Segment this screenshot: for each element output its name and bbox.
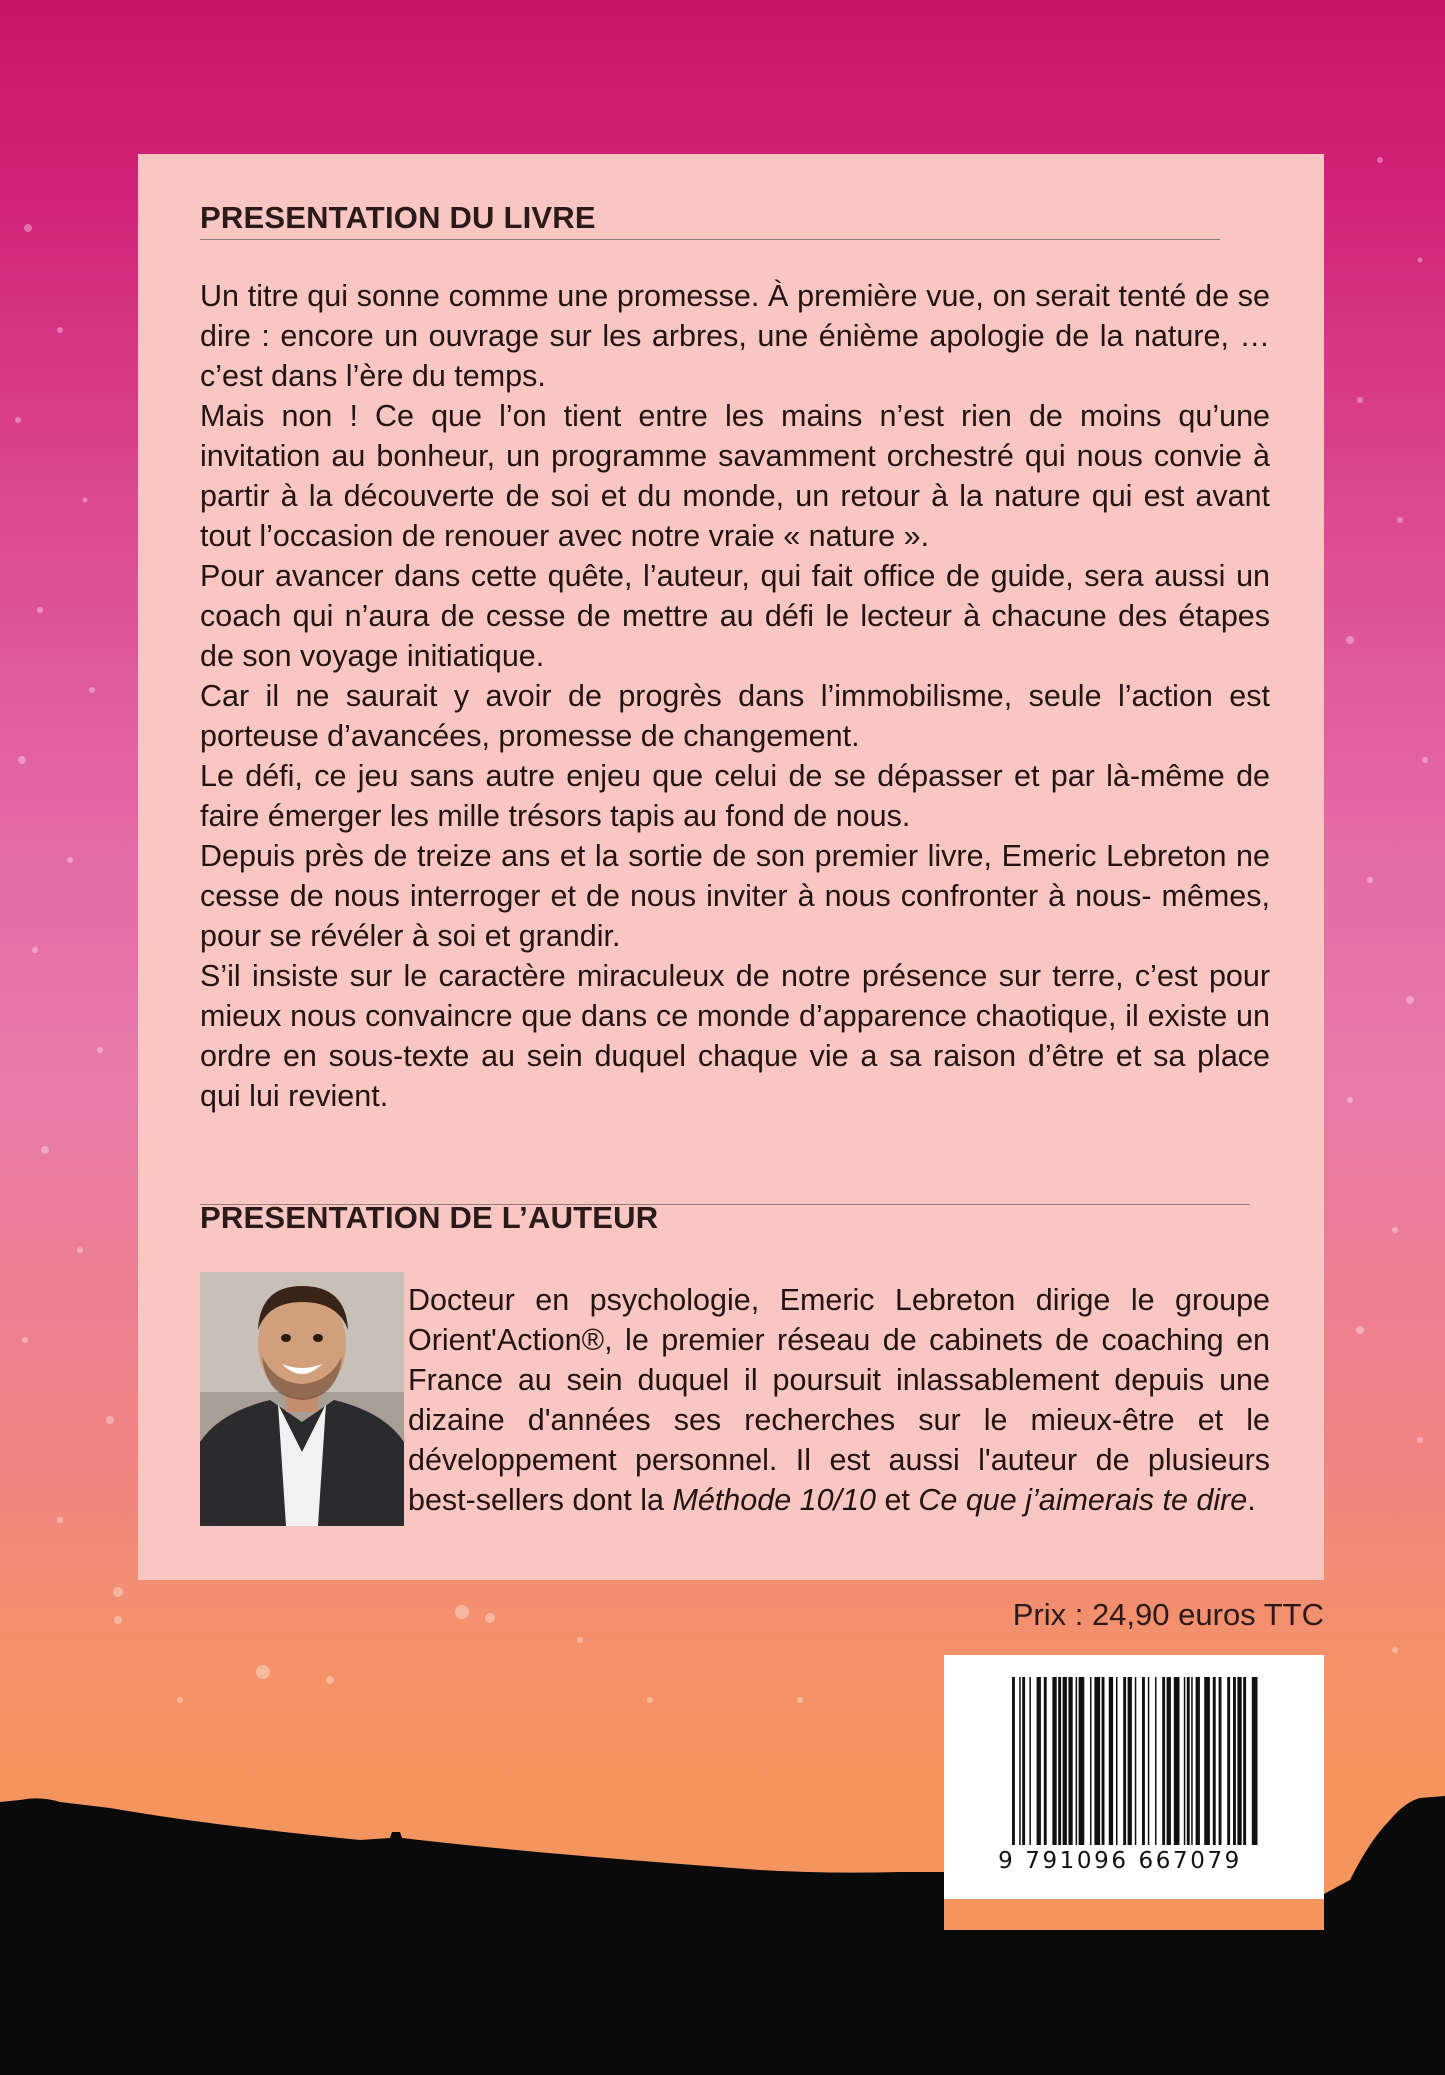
barcode-digits: 9 791096 667079 <box>998 1848 1242 1874</box>
paragraph: Mais non ! Ce que l’on tient entre les mains n’est rien de moins qu’une invitation au bonheur, un programme savamment orchestré qui nous convie à partir à la découverte de soi et du monde, un retour à la nature qui est avant tout l’occasion de renouer avec notre vraie « nature ». <box>200 399 1270 553</box>
title-underline <box>200 239 1220 240</box>
mountain-silhouette <box>0 1780 1445 2075</box>
bio-book-title-2: Ce que j’aimerais te dire <box>918 1483 1248 1517</box>
author-presentation-title: PRESENTATION DE L’AUTEUR <box>200 1200 659 1235</box>
text-panel <box>138 154 1324 1580</box>
author-bio <box>200 1280 1270 1520</box>
paragraph: Depuis près de treize ans et la sortie de son premier livre, Emeric Lebreton ne cesse de nous interroger et de nous inviter à nous confronter à nous- mêmes, pour se révéler à soi et grandir. <box>200 839 1270 953</box>
bio-book-title-1: Méthode 10/10 <box>672 1483 876 1517</box>
photo-spacer <box>200 1280 408 1518</box>
paragraph: S’il insiste sur le caractère miraculeux de notre présence sur terre, c’est pour mieux nous convaincre que dans ce monde d’apparence chaotique, il existe un ordre en sous-texte au sein duquel chaque vie a sa raison d’être et sa place qui lui revient. <box>200 959 1270 1113</box>
paragraph: Car il ne saurait y avoir de progrès dans l’immobilisme, seule l’action est porteuse d’avancées, promesse de changement. <box>200 679 1270 753</box>
price-label: Prix : 24,90 euros TTC <box>1012 1597 1324 1632</box>
book-presentation-title: PRESENTATION DU LIVRE <box>200 200 596 235</box>
bio-end: . <box>1247 1483 1256 1517</box>
book-description <box>200 276 1270 1116</box>
paragraph: Pour avancer dans cette quête, l’auteur, qui fait office de guide, sera aussi un coach qui n’aura de cesse de mettre au défi le lecteur à chacune des étapes de son voyage initiatique. <box>200 559 1270 673</box>
paragraph: Le défi, ce jeu sans autre enjeu que celui de se dépasser et par là-même de faire émerger les mille trésors tapis au fond de nous. <box>200 759 1270 833</box>
paragraph: Un titre qui sonne comme une promesse. À première vue, on serait tenté de se dire : encore un ouvrage sur les arbres, une énième apologie de la nature, …c’est dans l’ère du temps. <box>200 279 1270 393</box>
bio-main: Docteur en psychologie, Emeric Lebreton dirige le groupe Orient'Action®, le premier réseau de cabinets de coaching en France au sein duquel il poursuit inlassablement depuis une dizaine d'années ses recherches sur le mieux-être et le développement personnel. Il est aussi l'auteur de plusieurs best-sellers dont la <box>408 1283 1270 1517</box>
bio-and: et <box>875 1483 919 1517</box>
